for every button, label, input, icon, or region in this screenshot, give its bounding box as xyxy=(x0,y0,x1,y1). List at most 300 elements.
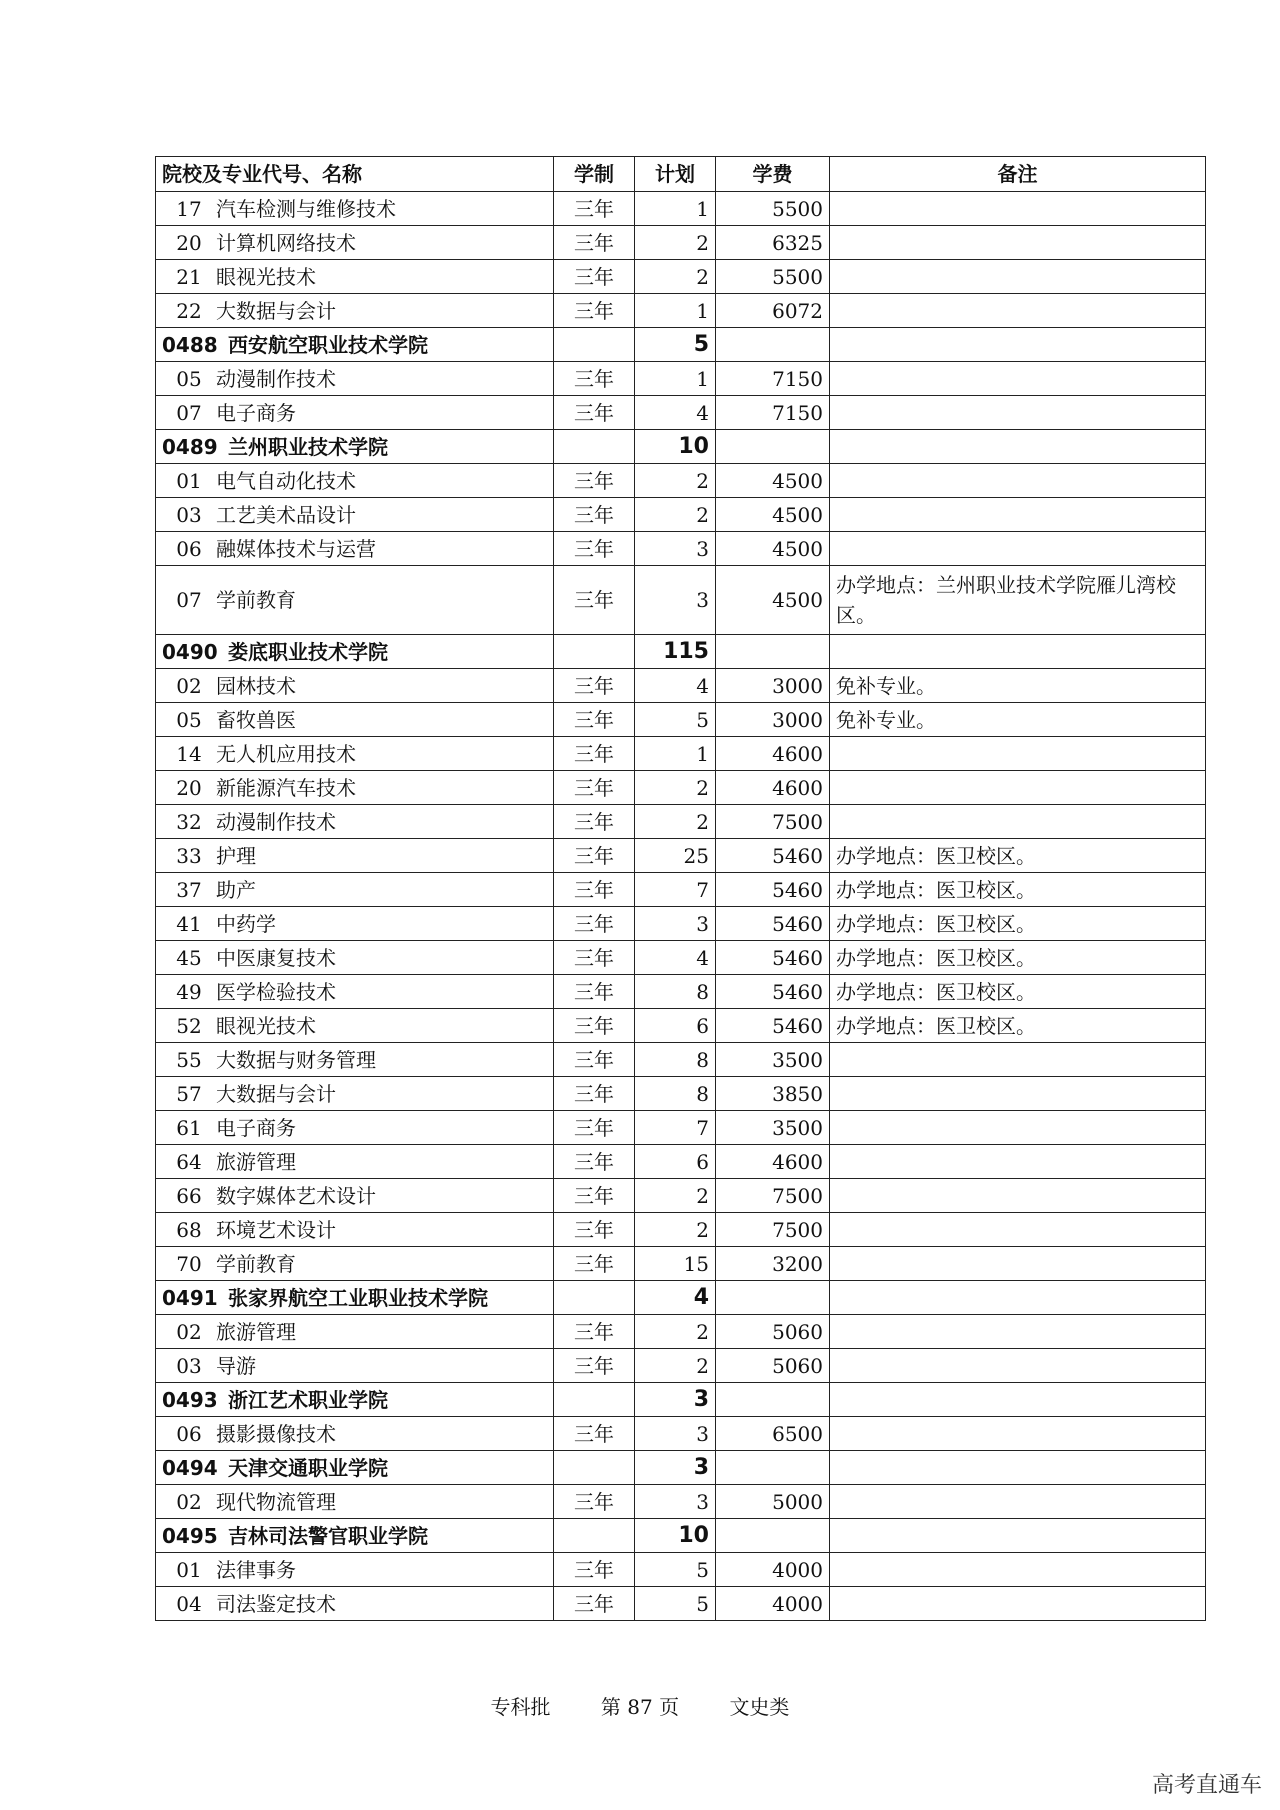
major-code: 05 xyxy=(176,707,202,732)
school-code: 0488 xyxy=(162,332,218,357)
major-cell xyxy=(156,1213,554,1247)
major-cell xyxy=(156,1145,554,1179)
major-duration: 三年 xyxy=(554,362,635,396)
major-duration: 三年 xyxy=(554,1247,635,1281)
major-cell xyxy=(156,1077,554,1111)
major-code: 68 xyxy=(176,1217,202,1242)
table-body xyxy=(156,192,1206,1621)
major-duration: 三年 xyxy=(554,192,635,226)
major-tuition: 5460 xyxy=(716,941,830,975)
major-cell xyxy=(156,1315,554,1349)
major-duration: 三年 xyxy=(554,1111,635,1145)
major-tuition: 7150 xyxy=(716,396,830,430)
major-cell xyxy=(156,873,554,907)
major-cell xyxy=(156,1587,554,1621)
major-plan: 7 xyxy=(635,873,716,907)
school-tuition-cell xyxy=(716,1281,830,1315)
school-row xyxy=(156,1281,1206,1315)
major-row xyxy=(156,1485,1206,1519)
major-duration: 三年 xyxy=(554,396,635,430)
major-name: 医学检验技术 xyxy=(216,979,336,1004)
major-plan: 8 xyxy=(635,975,716,1009)
school-note-cell xyxy=(830,328,1206,362)
school-row xyxy=(156,1383,1206,1417)
school-plan: 115 xyxy=(635,635,716,669)
school-code: 0489 xyxy=(162,434,218,459)
major-row xyxy=(156,464,1206,498)
major-duration: 三年 xyxy=(554,1349,635,1383)
school-cell xyxy=(156,1451,554,1485)
major-tuition: 3000 xyxy=(716,703,830,737)
major-plan: 2 xyxy=(635,1349,716,1383)
school-code: 0495 xyxy=(162,1523,218,1548)
major-plan: 1 xyxy=(635,362,716,396)
school-name: 天津交通职业学院 xyxy=(228,1455,388,1480)
header-tuition: 学费 xyxy=(716,157,830,192)
major-note xyxy=(830,1213,1206,1247)
major-duration: 三年 xyxy=(554,1009,635,1043)
school-cell xyxy=(156,328,554,362)
major-code: 05 xyxy=(176,366,202,391)
school-tuition-cell xyxy=(716,1519,830,1553)
major-code: 01 xyxy=(176,1557,202,1582)
major-name: 大数据与财务管理 xyxy=(216,1047,376,1072)
major-row xyxy=(156,975,1206,1009)
major-name: 导游 xyxy=(216,1353,256,1378)
school-name: 兰州职业技术学院 xyxy=(228,434,388,459)
major-tuition: 5500 xyxy=(716,192,830,226)
major-note: 办学地点：医卫校区。 xyxy=(830,941,1206,975)
major-row xyxy=(156,226,1206,260)
major-row xyxy=(156,669,1206,703)
major-code: 07 xyxy=(176,400,202,425)
major-name: 中医康复技术 xyxy=(216,945,336,970)
header-note: 备注 xyxy=(830,157,1206,192)
school-row xyxy=(156,328,1206,362)
major-tuition: 5060 xyxy=(716,1315,830,1349)
major-row xyxy=(156,1349,1206,1383)
school-duration-cell xyxy=(554,328,635,362)
school-duration-cell xyxy=(554,635,635,669)
major-code: 06 xyxy=(176,1421,202,1446)
major-duration: 三年 xyxy=(554,1417,635,1451)
major-cell xyxy=(156,498,554,532)
major-row xyxy=(156,1145,1206,1179)
school-code: 0491 xyxy=(162,1285,218,1310)
major-row xyxy=(156,1553,1206,1587)
major-plan: 6 xyxy=(635,1009,716,1043)
major-plan: 8 xyxy=(635,1077,716,1111)
major-cell xyxy=(156,294,554,328)
school-duration-cell xyxy=(554,1281,635,1315)
school-name: 西安航空职业技术学院 xyxy=(228,332,428,357)
major-note xyxy=(830,805,1206,839)
major-row xyxy=(156,260,1206,294)
major-cell xyxy=(156,226,554,260)
school-tuition-cell xyxy=(716,328,830,362)
major-plan: 2 xyxy=(635,226,716,260)
major-name: 动漫制作技术 xyxy=(216,366,336,391)
major-cell xyxy=(156,1043,554,1077)
school-tuition-cell xyxy=(716,635,830,669)
major-plan: 5 xyxy=(635,1587,716,1621)
major-cell xyxy=(156,362,554,396)
major-duration: 三年 xyxy=(554,1145,635,1179)
major-code: 32 xyxy=(176,809,202,834)
school-row xyxy=(156,635,1206,669)
header-name: 院校及专业代号、名称 xyxy=(156,157,554,192)
major-code: 61 xyxy=(176,1115,202,1140)
major-row xyxy=(156,1111,1206,1145)
school-cell xyxy=(156,1281,554,1315)
major-name: 计算机网络技术 xyxy=(216,230,356,255)
major-name: 电子商务 xyxy=(216,400,296,425)
major-code: 17 xyxy=(176,196,202,221)
major-note xyxy=(830,1077,1206,1111)
major-note xyxy=(830,1417,1206,1451)
major-cell xyxy=(156,975,554,1009)
major-note xyxy=(830,362,1206,396)
major-code: 41 xyxy=(176,911,202,936)
major-code: 20 xyxy=(176,230,202,255)
major-duration: 三年 xyxy=(554,566,635,635)
major-plan: 5 xyxy=(635,703,716,737)
major-tuition: 5460 xyxy=(716,839,830,873)
major-note xyxy=(830,1349,1206,1383)
major-note xyxy=(830,1179,1206,1213)
major-cell xyxy=(156,1485,554,1519)
major-note: 办学地点：医卫校区。 xyxy=(830,907,1206,941)
major-name: 电子商务 xyxy=(216,1115,296,1140)
major-name: 环境艺术设计 xyxy=(216,1217,336,1242)
major-tuition: 5460 xyxy=(716,975,830,1009)
major-duration: 三年 xyxy=(554,1485,635,1519)
major-duration: 三年 xyxy=(554,1077,635,1111)
major-note xyxy=(830,294,1206,328)
major-tuition: 7150 xyxy=(716,362,830,396)
major-plan: 3 xyxy=(635,1485,716,1519)
major-cell xyxy=(156,1417,554,1451)
major-plan: 2 xyxy=(635,1179,716,1213)
major-tuition: 3200 xyxy=(716,1247,830,1281)
table-header-row xyxy=(156,157,1206,192)
major-duration: 三年 xyxy=(554,532,635,566)
header-duration: 学制 xyxy=(554,157,635,192)
major-plan: 15 xyxy=(635,1247,716,1281)
major-row xyxy=(156,294,1206,328)
major-cell xyxy=(156,464,554,498)
major-cell xyxy=(156,1553,554,1587)
major-cell xyxy=(156,532,554,566)
major-note: 办学地点：医卫校区。 xyxy=(830,1009,1206,1043)
major-note xyxy=(830,1043,1206,1077)
major-plan: 8 xyxy=(635,1043,716,1077)
school-row xyxy=(156,1451,1206,1485)
major-name: 新能源汽车技术 xyxy=(216,775,356,800)
major-duration: 三年 xyxy=(554,771,635,805)
major-tuition: 7500 xyxy=(716,805,830,839)
major-name: 学前教育 xyxy=(216,588,296,612)
major-duration: 三年 xyxy=(554,907,635,941)
major-code: 02 xyxy=(176,673,202,698)
major-note xyxy=(830,737,1206,771)
page-footer xyxy=(0,1691,1280,1720)
major-tuition: 7500 xyxy=(716,1179,830,1213)
major-name: 动漫制作技术 xyxy=(216,809,336,834)
major-note xyxy=(830,260,1206,294)
major-row xyxy=(156,907,1206,941)
admission-plan-table xyxy=(155,156,1206,1621)
major-note xyxy=(830,1247,1206,1281)
school-plan: 10 xyxy=(635,1519,716,1553)
major-code: 07 xyxy=(176,588,202,612)
major-tuition: 6325 xyxy=(716,226,830,260)
major-note: 办学地点：医卫校区。 xyxy=(830,975,1206,1009)
major-cell xyxy=(156,1247,554,1281)
major-row xyxy=(156,1213,1206,1247)
major-note: 办学地点：医卫校区。 xyxy=(830,839,1206,873)
major-code: 52 xyxy=(176,1013,202,1038)
major-name: 大数据与会计 xyxy=(216,298,336,323)
major-row xyxy=(156,396,1206,430)
major-code: 06 xyxy=(176,536,202,561)
footer-batch: 专科批 xyxy=(490,1695,551,1719)
school-note-cell xyxy=(830,430,1206,464)
major-row xyxy=(156,771,1206,805)
major-cell xyxy=(156,771,554,805)
school-cell xyxy=(156,1519,554,1553)
major-tuition: 5460 xyxy=(716,873,830,907)
major-row xyxy=(156,1247,1206,1281)
major-plan: 2 xyxy=(635,771,716,805)
major-plan: 3 xyxy=(635,566,716,635)
major-duration: 三年 xyxy=(554,737,635,771)
major-plan: 3 xyxy=(635,1417,716,1451)
major-row xyxy=(156,498,1206,532)
major-name: 旅游管理 xyxy=(216,1319,296,1344)
major-code: 01 xyxy=(176,468,202,493)
major-plan: 25 xyxy=(635,839,716,873)
major-tuition: 5060 xyxy=(716,1349,830,1383)
major-duration: 三年 xyxy=(554,498,635,532)
major-code: 33 xyxy=(176,843,202,868)
major-code: 02 xyxy=(176,1319,202,1344)
major-tuition: 4500 xyxy=(716,566,830,635)
major-plan: 7 xyxy=(635,1111,716,1145)
major-tuition: 5500 xyxy=(716,260,830,294)
major-tuition: 6072 xyxy=(716,294,830,328)
school-tuition-cell xyxy=(716,430,830,464)
major-plan: 4 xyxy=(635,941,716,975)
school-plan: 5 xyxy=(635,328,716,362)
major-note: 办学地点：医卫校区。 xyxy=(830,873,1206,907)
school-code: 0494 xyxy=(162,1455,218,1480)
major-code: 70 xyxy=(176,1251,202,1276)
school-duration-cell xyxy=(554,430,635,464)
major-row xyxy=(156,566,1206,635)
major-tuition: 3850 xyxy=(716,1077,830,1111)
school-cell xyxy=(156,635,554,669)
major-tuition: 7500 xyxy=(716,1213,830,1247)
major-note xyxy=(830,532,1206,566)
major-row xyxy=(156,532,1206,566)
major-cell xyxy=(156,396,554,430)
major-cell xyxy=(156,941,554,975)
major-code: 64 xyxy=(176,1149,202,1174)
major-tuition: 4000 xyxy=(716,1553,830,1587)
major-code: 04 xyxy=(176,1591,202,1616)
major-note: 免补专业。 xyxy=(830,669,1206,703)
major-plan: 3 xyxy=(635,907,716,941)
major-plan: 2 xyxy=(635,498,716,532)
major-plan: 4 xyxy=(635,396,716,430)
major-cell xyxy=(156,907,554,941)
school-name: 浙江艺术职业学院 xyxy=(228,1387,388,1412)
major-tuition: 4500 xyxy=(716,532,830,566)
major-code: 49 xyxy=(176,979,202,1004)
school-plan: 3 xyxy=(635,1451,716,1485)
major-tuition: 5460 xyxy=(716,907,830,941)
major-plan: 2 xyxy=(635,805,716,839)
major-tuition: 4600 xyxy=(716,771,830,805)
major-note xyxy=(830,226,1206,260)
school-duration-cell xyxy=(554,1383,635,1417)
school-plan: 3 xyxy=(635,1383,716,1417)
major-plan: 1 xyxy=(635,192,716,226)
school-note-cell xyxy=(830,1383,1206,1417)
major-row xyxy=(156,1417,1206,1451)
major-duration: 三年 xyxy=(554,1315,635,1349)
major-name: 学前教育 xyxy=(216,1251,296,1276)
major-duration: 三年 xyxy=(554,464,635,498)
school-cell xyxy=(156,430,554,464)
major-cell xyxy=(156,839,554,873)
school-note-cell xyxy=(830,1451,1206,1485)
major-tuition: 4600 xyxy=(716,737,830,771)
major-name: 助产 xyxy=(216,877,256,902)
major-plan: 2 xyxy=(635,1315,716,1349)
major-cell xyxy=(156,669,554,703)
major-row xyxy=(156,941,1206,975)
major-plan: 5 xyxy=(635,1553,716,1587)
major-row xyxy=(156,839,1206,873)
major-duration: 三年 xyxy=(554,260,635,294)
major-duration: 三年 xyxy=(554,839,635,873)
major-name: 司法鉴定技术 xyxy=(216,1591,336,1616)
major-tuition: 4000 xyxy=(716,1587,830,1621)
major-cell xyxy=(156,1179,554,1213)
major-cell xyxy=(156,703,554,737)
major-code: 03 xyxy=(176,1353,202,1378)
major-row xyxy=(156,1043,1206,1077)
major-note xyxy=(830,1145,1206,1179)
school-row xyxy=(156,430,1206,464)
major-duration: 三年 xyxy=(554,669,635,703)
major-duration: 三年 xyxy=(554,1587,635,1621)
major-code: 20 xyxy=(176,775,202,800)
school-duration-cell xyxy=(554,1519,635,1553)
major-name: 现代物流管理 xyxy=(216,1489,336,1514)
major-note xyxy=(830,464,1206,498)
major-name: 园林技术 xyxy=(216,673,296,698)
major-row xyxy=(156,1587,1206,1621)
major-tuition: 4500 xyxy=(716,464,830,498)
major-cell xyxy=(156,260,554,294)
major-note xyxy=(830,1111,1206,1145)
major-row xyxy=(156,873,1206,907)
major-duration: 三年 xyxy=(554,1553,635,1587)
major-duration: 三年 xyxy=(554,1213,635,1247)
school-plan: 4 xyxy=(635,1281,716,1315)
major-row xyxy=(156,1179,1206,1213)
major-row xyxy=(156,1315,1206,1349)
major-code: 02 xyxy=(176,1489,202,1514)
major-note xyxy=(830,1315,1206,1349)
footer-page-number: 第 87 页 xyxy=(600,1695,680,1719)
major-name: 眼视光技术 xyxy=(216,1013,316,1038)
major-row xyxy=(156,1077,1206,1111)
major-note xyxy=(830,1485,1206,1519)
school-note-cell xyxy=(830,1281,1206,1315)
major-name: 工艺美术品设计 xyxy=(216,502,356,527)
major-name: 法律事务 xyxy=(216,1557,296,1582)
major-code: 14 xyxy=(176,741,202,766)
watermark-text: 高考直通车 xyxy=(1151,1773,1262,1798)
major-name: 汽车检测与维修技术 xyxy=(216,196,396,221)
major-code: 03 xyxy=(176,502,202,527)
major-tuition: 3500 xyxy=(716,1043,830,1077)
major-note xyxy=(830,396,1206,430)
major-code: 57 xyxy=(176,1081,202,1106)
major-note xyxy=(830,771,1206,805)
school-name: 娄底职业技术学院 xyxy=(228,639,388,664)
major-duration: 三年 xyxy=(554,1179,635,1213)
major-name: 数字媒体艺术设计 xyxy=(216,1183,376,1208)
major-plan: 6 xyxy=(635,1145,716,1179)
major-duration: 三年 xyxy=(554,1043,635,1077)
school-code: 0490 xyxy=(162,639,218,664)
school-duration-cell xyxy=(554,1451,635,1485)
major-plan: 2 xyxy=(635,464,716,498)
major-duration: 三年 xyxy=(554,805,635,839)
major-code: 21 xyxy=(176,264,202,289)
major-code: 45 xyxy=(176,945,202,970)
major-row xyxy=(156,703,1206,737)
major-cell xyxy=(156,1111,554,1145)
major-plan: 2 xyxy=(635,1213,716,1247)
major-row xyxy=(156,1009,1206,1043)
major-name: 大数据与会计 xyxy=(216,1081,336,1106)
major-name: 电气自动化技术 xyxy=(216,468,356,493)
school-tuition-cell xyxy=(716,1451,830,1485)
major-row xyxy=(156,192,1206,226)
major-code: 55 xyxy=(176,1047,202,1072)
major-tuition: 5000 xyxy=(716,1485,830,1519)
header-plan: 计划 xyxy=(635,157,716,192)
major-name: 旅游管理 xyxy=(216,1149,296,1174)
major-name: 摄影摄像技术 xyxy=(216,1421,336,1446)
major-plan: 4 xyxy=(635,669,716,703)
major-code: 66 xyxy=(176,1183,202,1208)
major-note xyxy=(830,192,1206,226)
major-duration: 三年 xyxy=(554,941,635,975)
major-plan: 1 xyxy=(635,294,716,328)
school-tuition-cell xyxy=(716,1383,830,1417)
major-row xyxy=(156,737,1206,771)
school-note-cell xyxy=(830,1519,1206,1553)
major-name: 融媒体技术与运营 xyxy=(216,536,376,561)
school-code: 0493 xyxy=(162,1387,218,1412)
